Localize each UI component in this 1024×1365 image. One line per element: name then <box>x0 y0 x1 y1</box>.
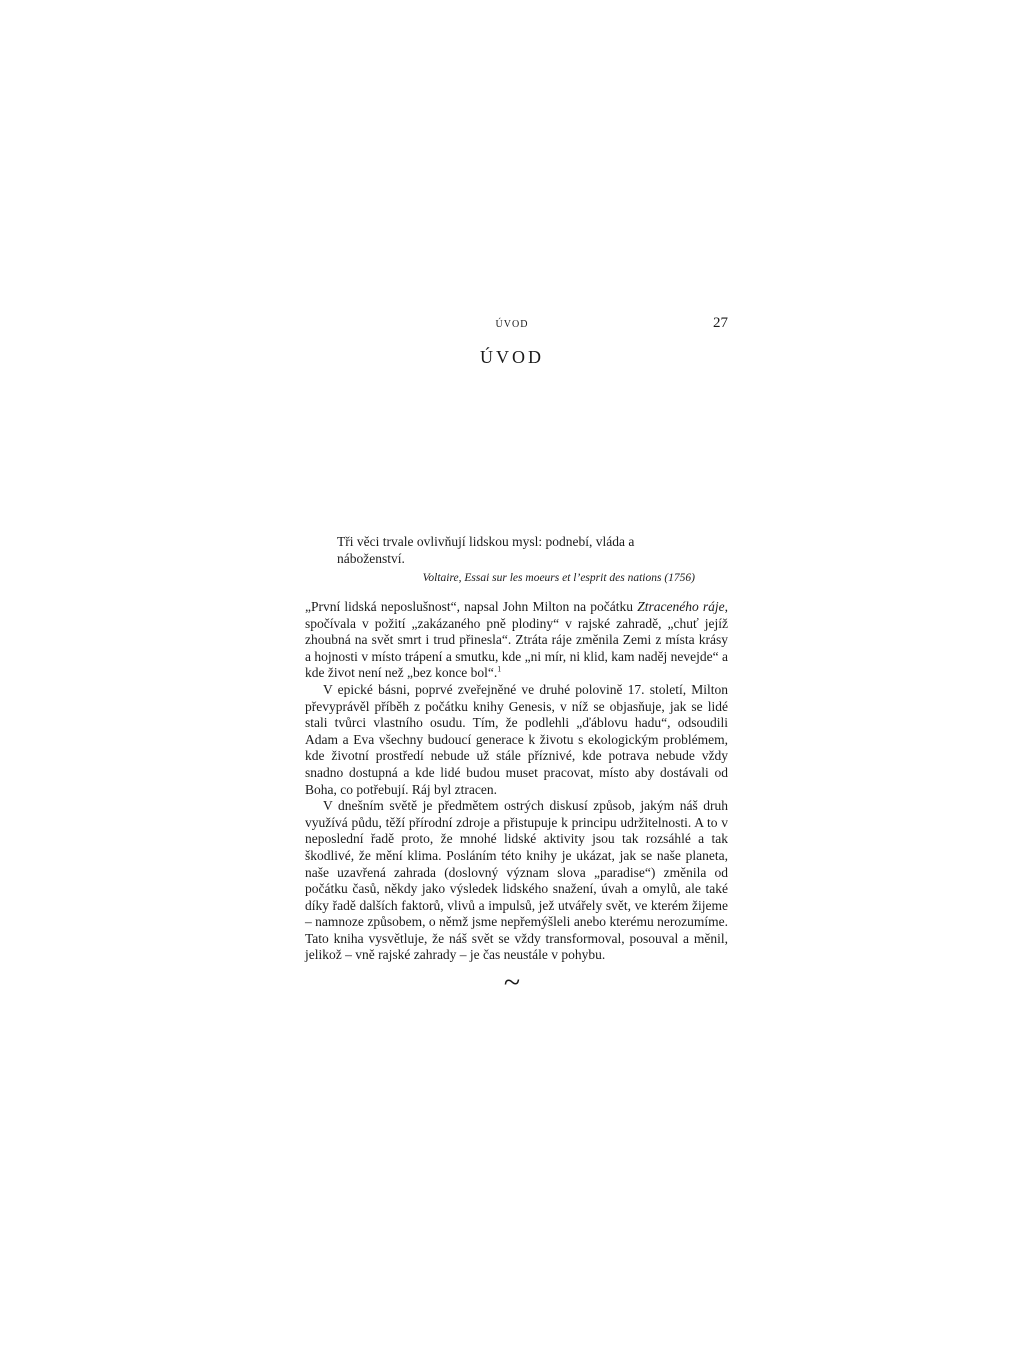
paragraph-1-text-start: „První lidská neposlušnost“, napsal John Milton na počátku <box>305 599 638 614</box>
body-text <box>305 599 728 964</box>
epigraph <box>337 533 695 587</box>
footnote-marker: 1 <box>497 664 502 674</box>
section-end-ornament: ~ <box>503 966 521 999</box>
paragraph-3: V dnešním světě je předmětem ostrých diskusí způsob, jakým náš druh využívá půdu, těží přírodní zdroje a přistupuje k principu udržitelnosti. A to v neposlední řadě proto, že mnohé lidské aktivity jsou tak rozsáhlé a tak škodlivé, že mění klima. Posláním této knihy je ukázat, jak se naše planeta, naše uzavřená zahrada (doslovný význam slova „paradise“) změnila od počátku časů, někdy jako výsledek lidského snažení, úvah a omylů, ale také díky řadě dalších faktorů, vlivů a impulsů, jež utvářely svět, ve kterém žijeme – namnoze způsobem, o němž jsme nepřemýšleli anebo kterému nerozumíme. Tato kniha vysvětluje, že náš svět se vždy transformoval, posouval a měnil, jelikož – vně rajské zahrady – je čas neustále v pohybu. <box>305 798 728 963</box>
epigraph-quote: Tři věci trvale ovlivňují lidskou mysl: podnebí, vláda a náboženství. <box>337 534 635 566</box>
running-head: ÚVOD <box>495 319 529 330</box>
epigraph-attribution: Voltaire, Essai sur les moeurs et l’esprit des nations (1756) <box>422 572 695 584</box>
book-title-italic: Ztraceného ráje <box>637 599 725 614</box>
chapter-title: ÚVOD <box>480 347 544 367</box>
paragraph-1-text-end: , spočívala v požití „zakázaného pně plodiny“ v rajské zahradě, „chuť jejíž zhoubná na svět smrt i trud přinesla“. Ztráta ráje změnila Zemi z místa krásy a hojnosti v místo trápení a smutku, kde „ni mír, ni klid, kam naděj nevejde“ a kde život není než „bez konce bol“. <box>305 599 728 681</box>
page-number: 27 <box>713 315 728 331</box>
paragraph-2: V epické básni, poprvé zveřejněné ve druhé polovině 17. století, Milton převyprávěl příběh z počátku knihy Genesis, v níž se objasňuje, jak se lidé stali tvůrci vlastního osudu. Tím, že podlehli „ďáblovu hadu“, odsoudili Adam a Eva všechny budoucí generace k životu s ekologickým problémem, kde životní prostředí nebude už stále příznivé, kde potrava nebude vždy snadno dostupná a kde lidé budou muset pracovat, místo aby dostávali od Boha, co potřebují. Ráj byl ztracen. <box>305 681 728 797</box>
paragraph-1 <box>305 599 728 682</box>
